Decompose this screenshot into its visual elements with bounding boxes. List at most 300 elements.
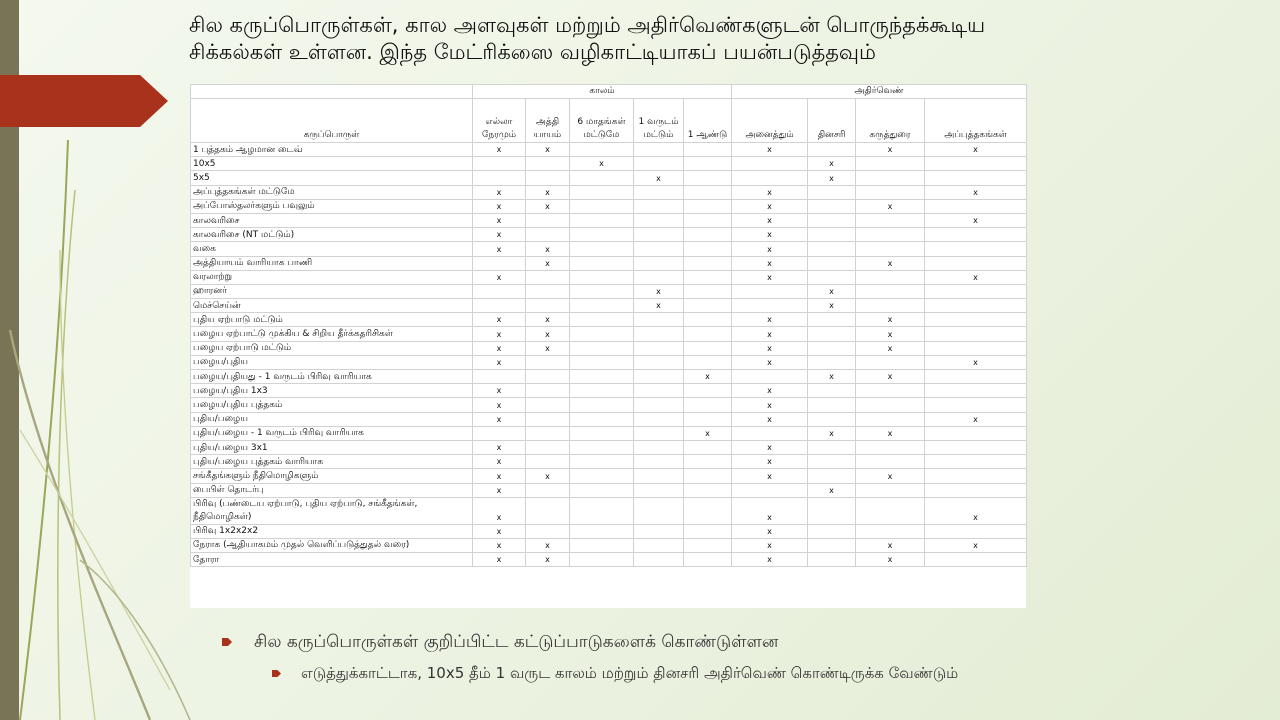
matrix-cell <box>526 185 570 199</box>
matrix-cell <box>856 242 925 256</box>
table-row <box>191 284 1027 298</box>
column-header: 1 ஆண்டு <box>684 99 732 143</box>
matrix-cell <box>856 199 925 213</box>
matrix-cell <box>526 213 570 227</box>
row-genre-label: சங்கீதங்களும் நீதிமொழிகளும் <box>191 469 473 483</box>
check-mark: x <box>656 301 661 311</box>
matrix-cell <box>808 483 856 497</box>
matrix-cell <box>684 143 732 157</box>
matrix-cell <box>570 398 634 412</box>
check-mark: x <box>496 230 502 240</box>
table-row <box>191 213 1027 227</box>
matrix-cell <box>856 185 925 199</box>
check-mark: x <box>496 485 502 495</box>
check-mark: x <box>887 258 893 268</box>
matrix-cell <box>925 213 1027 227</box>
check-mark: x <box>496 187 502 197</box>
row-genre-label: புதிய ஏற்பாடு மட்டும் <box>191 313 473 327</box>
check-mark: x <box>545 315 550 325</box>
matrix-cell <box>732 270 808 284</box>
matrix-cell <box>925 299 1027 313</box>
check-mark: x <box>767 216 772 226</box>
check-mark: x <box>767 230 772 240</box>
table-row <box>191 143 1027 157</box>
matrix-cell <box>473 398 526 412</box>
matrix-cell <box>473 284 526 298</box>
matrix-cell <box>808 497 856 524</box>
matrix-cell <box>473 157 526 171</box>
matrix-cell <box>925 483 1027 497</box>
matrix-cell <box>634 313 684 327</box>
matrix-cell <box>808 412 856 426</box>
column-header-genre: கருப்பொருள் <box>191 99 473 143</box>
matrix-cell <box>473 553 526 567</box>
table-row <box>191 228 1027 242</box>
table-row <box>191 157 1027 171</box>
matrix-cell <box>684 455 732 469</box>
matrix-cell <box>856 524 925 538</box>
matrix-cell <box>684 228 732 242</box>
matrix-cell <box>570 299 634 313</box>
row-genre-label: வகை <box>191 242 473 256</box>
column-header: 1 வருடம் மட்டும் <box>634 99 684 143</box>
check-mark: x <box>496 443 502 453</box>
matrix-cell <box>684 384 732 398</box>
column-header: அனைத்தும் <box>732 99 808 143</box>
check-mark: x <box>973 414 978 424</box>
matrix-cell <box>684 426 732 440</box>
matrix-cell <box>732 497 808 524</box>
check-mark: x <box>973 145 978 155</box>
matrix-cell <box>732 143 808 157</box>
matrix-cell <box>925 185 1027 199</box>
matrix-cell <box>634 256 684 270</box>
matrix-cell <box>570 157 634 171</box>
matrix-cell <box>856 370 925 384</box>
matrix-cell <box>732 483 808 497</box>
check-mark: x <box>496 343 502 353</box>
matrix-cell <box>526 469 570 483</box>
check-mark: x <box>767 541 772 551</box>
check-mark: x <box>496 526 502 536</box>
matrix-cell <box>856 171 925 185</box>
table-row <box>191 412 1027 426</box>
bullet-text: எடுத்துக்காட்டாக, 10x5 தீம் 1 வருட காலம் மற்றும் தினசரி அதிர்வெண் கொண்டிருக்க வேண்டும் <box>301 664 959 682</box>
matrix-cell <box>732 185 808 199</box>
row-genre-label: 5x5 <box>191 171 473 185</box>
check-mark: x <box>767 555 772 565</box>
check-mark: x <box>496 512 502 522</box>
check-mark: x <box>545 329 550 339</box>
matrix-cell <box>856 412 925 426</box>
matrix-cell <box>732 256 808 270</box>
matrix-cell <box>526 538 570 552</box>
matrix-cell <box>473 299 526 313</box>
row-genre-label: பிரிவு 1x2x2x2 <box>191 524 473 538</box>
check-mark: x <box>767 329 772 339</box>
matrix-cell <box>570 171 634 185</box>
check-mark: x <box>545 258 550 268</box>
matrix-cell <box>473 497 526 524</box>
row-genre-label: பழைய/புதிய 1x3 <box>191 384 473 398</box>
check-mark: x <box>767 414 772 424</box>
table-row <box>191 299 1027 313</box>
matrix-cell <box>808 313 856 327</box>
matrix-cell <box>732 426 808 440</box>
check-mark: x <box>496 244 502 254</box>
check-mark: x <box>496 386 502 396</box>
accent-arrow-tab <box>0 75 168 127</box>
check-mark: x <box>545 187 550 197</box>
matrix-cell <box>473 341 526 355</box>
matrix-cell <box>684 553 732 567</box>
matrix-cell <box>684 398 732 412</box>
matrix-cell <box>570 185 634 199</box>
check-mark: x <box>656 173 661 183</box>
matrix-cell <box>570 497 634 524</box>
matrix-cell <box>808 213 856 227</box>
check-mark: x <box>705 372 710 382</box>
matrix-cell <box>856 483 925 497</box>
matrix-cell <box>634 538 684 552</box>
matrix-cell <box>732 199 808 213</box>
matrix-cell <box>526 242 570 256</box>
matrix-cell <box>570 256 634 270</box>
table-row <box>191 497 1027 524</box>
bullet-level-1 <box>222 632 1122 654</box>
matrix-cell <box>473 412 526 426</box>
matrix-cell <box>526 398 570 412</box>
table-row <box>191 524 1027 538</box>
matrix-cell <box>808 327 856 341</box>
matrix-cell <box>684 199 732 213</box>
matrix-cell <box>570 469 634 483</box>
matrix-cell <box>634 384 684 398</box>
check-mark: x <box>973 512 978 522</box>
check-mark: x <box>656 287 661 297</box>
column-header: 6 மாதங்கள் மட்டுமே <box>570 99 634 143</box>
matrix-cell <box>526 171 570 185</box>
matrix-cell <box>925 355 1027 369</box>
matrix-cell <box>732 157 808 171</box>
row-genre-label: பைபிள் தொடர்பு <box>191 483 473 497</box>
matrix-cell <box>925 284 1027 298</box>
matrix-cell <box>473 483 526 497</box>
matrix-cell <box>526 440 570 454</box>
matrix-cell <box>634 157 684 171</box>
check-mark: x <box>496 272 502 282</box>
matrix-cell <box>925 538 1027 552</box>
check-mark: x <box>496 201 502 211</box>
matrix-cell <box>634 213 684 227</box>
check-mark: x <box>767 187 772 197</box>
matrix-table <box>190 84 1027 567</box>
check-mark: x <box>767 145 772 155</box>
check-mark: x <box>973 358 978 367</box>
matrix-cell <box>634 497 684 524</box>
matrix-cell <box>856 228 925 242</box>
matrix-cell <box>925 412 1027 426</box>
matrix-cell <box>856 469 925 483</box>
matrix-cell <box>634 143 684 157</box>
matrix-cell <box>473 469 526 483</box>
matrix-cell <box>634 370 684 384</box>
matrix-cell <box>526 355 570 369</box>
row-genre-label: புதிய/பழைய <box>191 412 473 426</box>
matrix-cell <box>684 242 732 256</box>
matrix-cell <box>570 213 634 227</box>
bullet-text: சில கருப்பொருள்கள் குறிப்பிட்ட கட்டுப்பாடுகளைக் கொண்டுள்ளன <box>254 632 779 652</box>
matrix-cell <box>634 440 684 454</box>
table-row <box>191 370 1027 384</box>
matrix-cell <box>684 171 732 185</box>
matrix-cell <box>808 553 856 567</box>
check-mark: x <box>496 145 502 155</box>
matrix-cell <box>473 213 526 227</box>
matrix-cell <box>634 270 684 284</box>
row-genre-label: புதிய/பழைய புத்தகம் வாரியாக <box>191 455 473 469</box>
matrix-cell <box>808 524 856 538</box>
matrix-cell <box>473 440 526 454</box>
table-row <box>191 327 1027 341</box>
check-mark: x <box>496 541 502 551</box>
table-row <box>191 341 1027 355</box>
matrix-cell <box>634 426 684 440</box>
matrix-cell <box>925 341 1027 355</box>
table-row <box>191 398 1027 412</box>
matrix-cell <box>925 256 1027 270</box>
check-mark: x <box>545 471 550 481</box>
matrix-cell <box>856 497 925 524</box>
check-mark: x <box>767 400 772 410</box>
matrix-cell <box>570 538 634 552</box>
matrix-cell <box>808 341 856 355</box>
column-header: எல்லா நேரமும் <box>473 99 526 143</box>
matrix-cell <box>925 327 1027 341</box>
matrix-cell <box>732 213 808 227</box>
matrix-cell <box>634 355 684 369</box>
matrix-cell <box>732 242 808 256</box>
matrix-cell <box>473 270 526 284</box>
matrix-cell <box>808 143 856 157</box>
check-mark: x <box>767 258 772 268</box>
matrix-cell <box>634 398 684 412</box>
table-row <box>191 426 1027 440</box>
matrix-cell <box>526 412 570 426</box>
matrix-cell <box>473 185 526 199</box>
reading-plan-matrix <box>190 84 1026 608</box>
column-header: கருத்துரை <box>856 99 925 143</box>
check-mark: x <box>767 471 772 481</box>
matrix-cell <box>684 469 732 483</box>
matrix-cell <box>684 185 732 199</box>
matrix-cell <box>526 524 570 538</box>
matrix-cell <box>526 455 570 469</box>
matrix-cell <box>570 228 634 242</box>
check-mark: x <box>887 372 893 382</box>
matrix-cell <box>808 242 856 256</box>
check-mark: x <box>705 428 710 438</box>
check-mark: x <box>545 244 550 254</box>
matrix-cell <box>684 538 732 552</box>
row-genre-label: அப்புத்தகங்கள் மட்டுமே <box>191 185 473 199</box>
matrix-cell <box>925 143 1027 157</box>
matrix-cell <box>526 497 570 524</box>
slide-title-line-2: சிக்கல்கள் உள்ளன. இந்த மேட்ரிக்ஸை வழிகாட்டியாகப் பயன்படுத்தவும் <box>189 40 876 64</box>
matrix-cell <box>634 412 684 426</box>
matrix-cell <box>634 171 684 185</box>
table-row <box>191 199 1027 213</box>
table-row <box>191 384 1027 398</box>
check-mark: x <box>496 414 502 424</box>
matrix-cell <box>808 469 856 483</box>
matrix-cell <box>526 228 570 242</box>
row-genre-label: பிரிவு (பண்டைய ஏற்பாடு, புதிய ஏற்பாடு, சங்கீதங்கள், நீதிமொழிகள்) <box>191 497 473 524</box>
matrix-cell <box>856 440 925 454</box>
row-genre-label: புதிய/பழைய - 1 வருடம் பிரிவு வாரியாக <box>191 426 473 440</box>
matrix-cell <box>570 455 634 469</box>
matrix-cell <box>732 398 808 412</box>
check-mark: x <box>767 457 772 467</box>
matrix-cell <box>684 341 732 355</box>
column-header: அத்தி யாயம் <box>526 99 570 143</box>
matrix-cell <box>634 284 684 298</box>
matrix-cell <box>473 538 526 552</box>
table-row <box>191 538 1027 552</box>
matrix-cell <box>570 242 634 256</box>
slide-title <box>189 12 1169 66</box>
bullet-level-2 <box>272 664 1172 684</box>
matrix-cell <box>856 270 925 284</box>
row-genre-label: வரலாற்று <box>191 270 473 284</box>
matrix-cell <box>634 327 684 341</box>
matrix-cell <box>925 171 1027 185</box>
matrix-cell <box>925 199 1027 213</box>
matrix-cell <box>925 313 1027 327</box>
check-mark: x <box>829 159 834 169</box>
matrix-cell <box>526 157 570 171</box>
check-mark: x <box>829 173 834 183</box>
matrix-cell <box>473 355 526 369</box>
matrix-cell <box>634 185 684 199</box>
matrix-cell <box>925 384 1027 398</box>
matrix-cell <box>732 284 808 298</box>
matrix-cell <box>634 228 684 242</box>
matrix-cell <box>473 242 526 256</box>
matrix-cell <box>732 524 808 538</box>
arrow-bullet-icon <box>222 638 232 646</box>
row-genre-label: ஹாரனர் <box>191 284 473 298</box>
check-mark: x <box>829 485 834 495</box>
matrix-cell <box>634 455 684 469</box>
matrix-cell <box>526 313 570 327</box>
matrix-cell <box>925 553 1027 567</box>
matrix-cell <box>856 384 925 398</box>
check-mark: x <box>767 443 772 453</box>
matrix-cell <box>925 440 1027 454</box>
matrix-cell <box>925 524 1027 538</box>
check-mark: x <box>887 315 893 325</box>
matrix-cell <box>570 143 634 157</box>
check-mark: x <box>829 287 834 297</box>
matrix-cell <box>634 341 684 355</box>
check-mark: x <box>767 244 772 254</box>
matrix-cell <box>732 355 808 369</box>
row-genre-label: 10x5 <box>191 157 473 171</box>
matrix-cell <box>808 538 856 552</box>
matrix-cell <box>526 327 570 341</box>
matrix-cell <box>570 313 634 327</box>
row-genre-label: மெச்செய்ன் <box>191 299 473 313</box>
matrix-cell <box>732 341 808 355</box>
table-row <box>191 242 1027 256</box>
matrix-cell <box>925 157 1027 171</box>
matrix-cell <box>856 455 925 469</box>
matrix-cell <box>732 455 808 469</box>
matrix-cell <box>684 524 732 538</box>
table-row <box>191 185 1027 199</box>
matrix-cell <box>473 370 526 384</box>
arrow-bullet-icon <box>272 670 281 677</box>
matrix-cell <box>634 199 684 213</box>
matrix-cell <box>473 199 526 213</box>
row-genre-label: பழைய/புதிய <box>191 355 473 369</box>
matrix-cell <box>570 426 634 440</box>
matrix-cell <box>684 284 732 298</box>
matrix-cell <box>634 553 684 567</box>
matrix-cell <box>808 384 856 398</box>
matrix-cell <box>473 228 526 242</box>
matrix-cell <box>808 355 856 369</box>
matrix-cell <box>570 370 634 384</box>
matrix-cell <box>570 284 634 298</box>
matrix-cell <box>526 199 570 213</box>
column-header: தினசரி <box>808 99 856 143</box>
matrix-cell <box>473 256 526 270</box>
matrix-cell <box>732 553 808 567</box>
table-row <box>191 553 1027 567</box>
matrix-cell <box>925 497 1027 524</box>
matrix-cell <box>856 157 925 171</box>
check-mark: x <box>545 145 550 155</box>
row-genre-label: பழைய/புதியது - 1 வருடம் பிரிவு வாரியாக <box>191 370 473 384</box>
matrix-cell <box>473 455 526 469</box>
matrix-cell <box>808 171 856 185</box>
matrix-cell <box>634 299 684 313</box>
matrix-cell <box>808 426 856 440</box>
matrix-cell <box>570 355 634 369</box>
matrix-cell <box>570 524 634 538</box>
matrix-cell <box>925 242 1027 256</box>
matrix-cell <box>684 270 732 284</box>
matrix-cell <box>570 483 634 497</box>
matrix-cell <box>732 370 808 384</box>
matrix-cell <box>473 524 526 538</box>
check-mark: x <box>496 457 502 467</box>
row-genre-label: தோரா <box>191 553 473 567</box>
matrix-cell <box>856 341 925 355</box>
check-mark: x <box>829 301 834 311</box>
matrix-cell <box>570 270 634 284</box>
check-mark: x <box>767 201 772 211</box>
matrix-cell <box>808 199 856 213</box>
matrix-cell <box>732 440 808 454</box>
group-header-time: காலம் <box>473 85 732 99</box>
check-mark: x <box>887 201 893 211</box>
matrix-cell <box>570 440 634 454</box>
check-mark: x <box>829 372 834 382</box>
matrix-cell <box>684 299 732 313</box>
